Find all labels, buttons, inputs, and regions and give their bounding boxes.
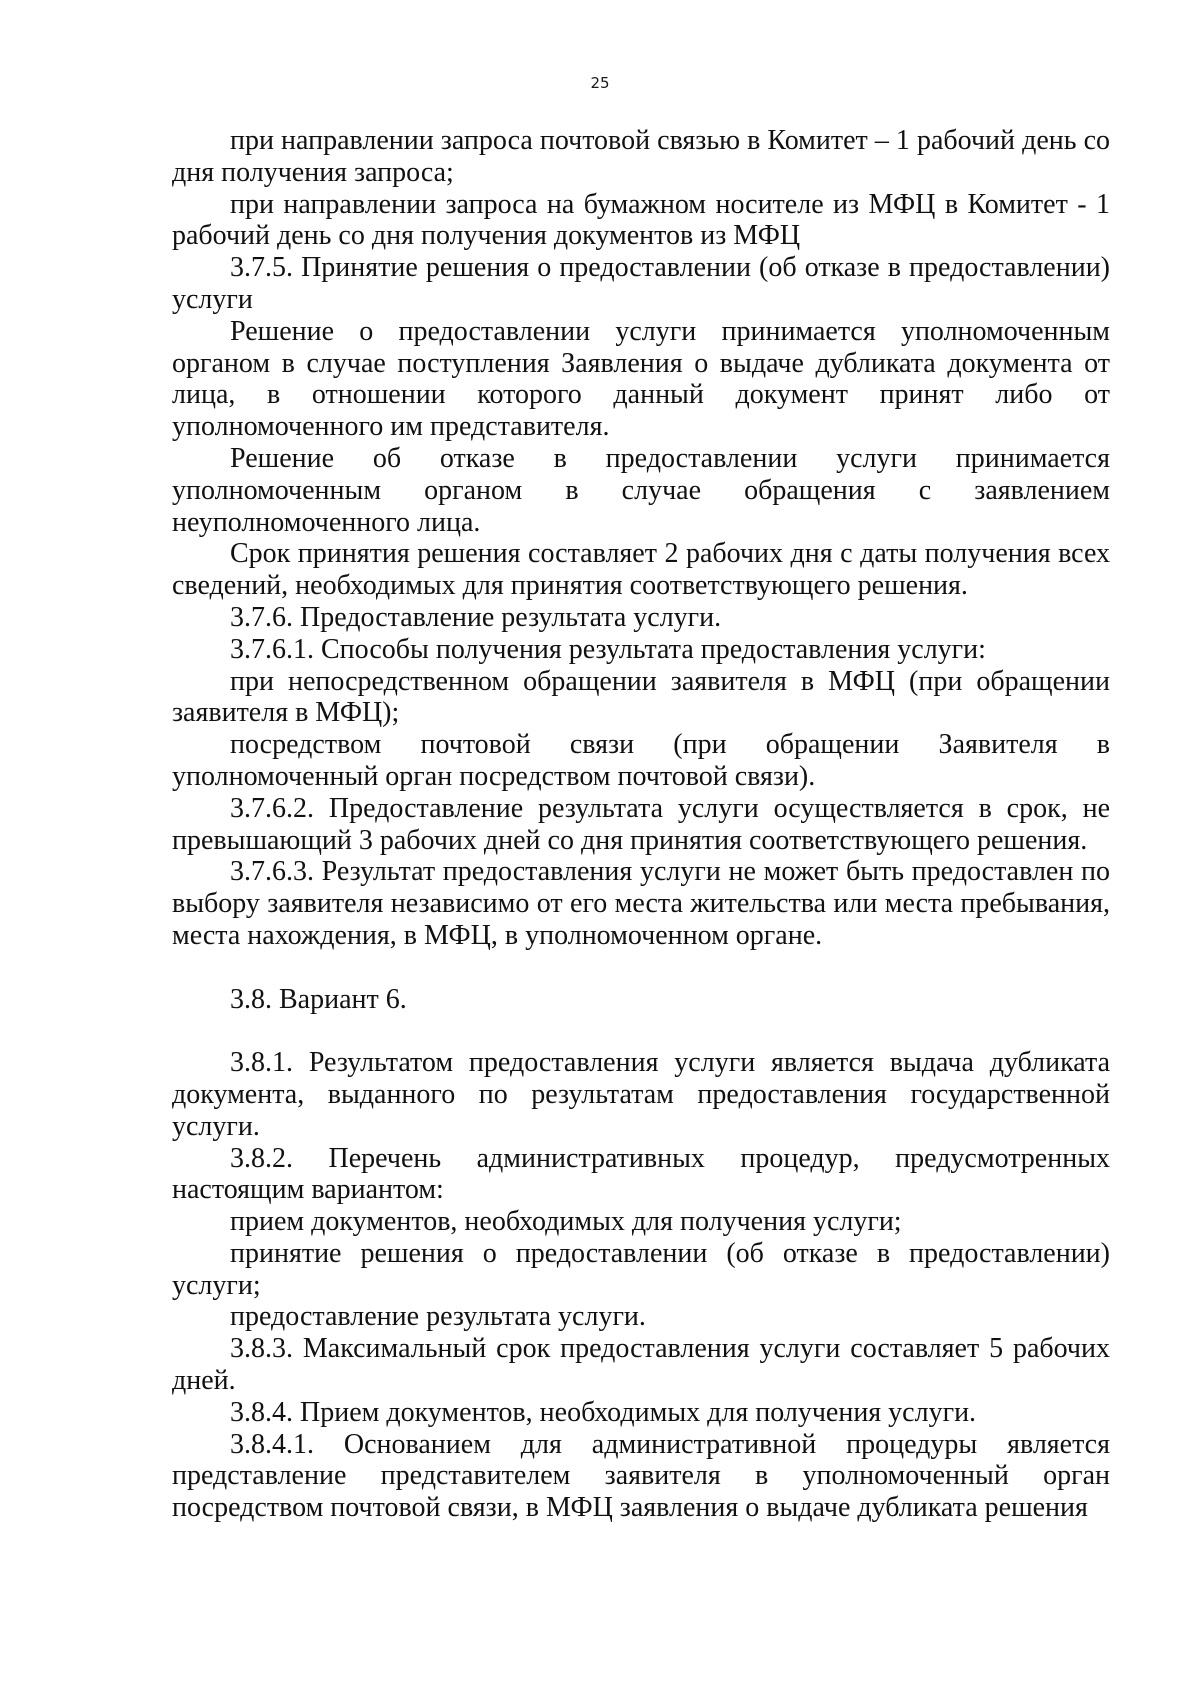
paragraph: при направлении запроса на бумажном носителе из МФЦ в Комитет - 1 рабочий день со дня получения документов из МФЦ <box>172 188 1110 252</box>
paragraph: 3.8.4.1. Основанием для административной процедуры является представление представителем заявителя в уполномоченный орган посредством почтовой связи, в МФЦ заявления о выдаче дубликата решения <box>172 1428 1110 1524</box>
paragraph: Решение о предоставлении услуги принимается уполномоченным органом в случае поступления Заявления о выдаче дубликата документа от лица, в отношении которого данный документ принят либо от уполномоченного им представителя. <box>172 315 1110 443</box>
paragraph: принятие решения о предоставлении (об отказе в предоставлении) услуги; <box>172 1237 1110 1301</box>
paragraph: 3.7.6.3. Результат предоставления услуги не может быть предоставлен по выбору заявителя независимо от его места жительства или места пребывания, места нахождения, в МФЦ, в уполномоченном органе. <box>172 856 1110 951</box>
paragraph: 3.7.5. Принятие решения о предоставлении (об отказе в предоставлении) услуги <box>172 252 1110 315</box>
section-heading: 3.8. Вариант 6. <box>230 983 407 1015</box>
paragraph: посредством почтовой связи (при обращении Заявителя в уполномоченный орган посредством почтовой связи). <box>172 729 1110 792</box>
paragraph: Решение об отказе в предоставлении услуги принимается уполномоченным органом в случае обращения с заявлением неуполномоченного лица. <box>172 442 1110 538</box>
paragraph: 3.8.1. Результатом предоставления услуги является выдача дубликата документа, выданного по результатам предоставления государственной услуги. <box>172 1047 1110 1142</box>
paragraph: 3.7.6.1. Способы получения результата предоставления услуги: <box>230 633 986 665</box>
paragraph: предоставление результата услуги. <box>230 1301 646 1333</box>
paragraph: Срок принятия решения составляет 2 рабочих дня с даты получения всех сведений, необходимых для принятия соответствующего решения. <box>172 538 1110 602</box>
paragraph: при непосредственном обращении заявителя в МФЦ (при обращении заявителя в МФЦ); <box>172 665 1110 729</box>
paragraph: 3.8.3. Максимальный срок предоставления услуги составляет 5 рабочих дней. <box>172 1333 1110 1397</box>
paragraph: 3.7.6.2. Предоставление результата услуги осуществляется в срок, не превышающий 3 рабочих дней со дня принятия соответствующего решения. <box>172 792 1110 856</box>
document-body <box>172 125 1110 1524</box>
paragraph: 3.8.2. Перечень административных процедур, предусмотренных настоящим вариантом: <box>172 1142 1110 1206</box>
paragraph: прием документов, необходимых для получения услуги; <box>230 1206 902 1238</box>
paragraph: 3.7.6. Предоставление результата услуги. <box>230 601 722 633</box>
paragraph: 3.8.4. Прием документов, необходимых для получения услуги. <box>230 1396 977 1428</box>
page-number: 25 <box>590 74 610 92</box>
paragraph: при направлении запроса почтовой связью в Комитет – 1 рабочий день со дня получения запроса; <box>172 125 1110 188</box>
